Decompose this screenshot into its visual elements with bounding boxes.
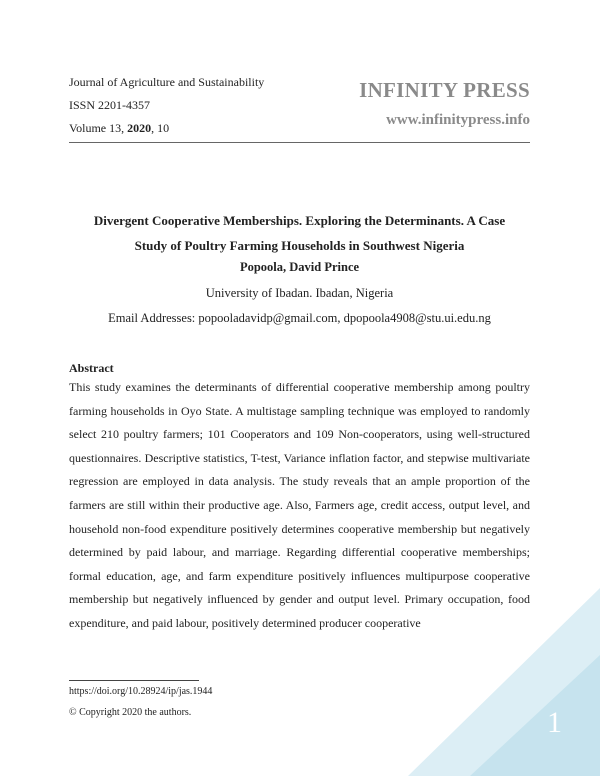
abstract-text: This study examines the determinants of differential cooperative membership among poultry farming households in Oyo State. A multistage sampling technique was employed to randomly select 210 poultry farmers; 101 Cooperators and 109 Non-cooperators, using well-structured questionnaires. Descriptive statistics, T-test, Variance inflation factor, and stepwise multivariate regression are employed in data analysis. The study reveals that an ample proportion of the farmers are still within their productive age. Also, Farmers age, credit access, output level, and household non-food expenditure positively determines cooperative membership but negatively determined by paid labour, and marriage. Regarding differential cooperative memberships; formal education, age, and farm expenditure positively influences multipurpose cooperative membership but negatively influenced by gender and output level. Primary occupation, food expenditure, and paid labour, positively determined producer cooperative bbox=[69, 380, 530, 630]
author-name: Popoola, David Prince bbox=[239, 260, 360, 274]
abstract-heading: Abstract bbox=[69, 361, 114, 375]
journal-name: Journal of Agriculture and Sustainability bbox=[69, 75, 265, 89]
title-line-1: Divergent Cooperative Memberships. Exploring the Determinants. A Case bbox=[93, 213, 506, 228]
author-emails: Email Addresses: popooladavidp@gmail.com, dpopoola4908@stu.ui.edu.ng bbox=[108, 311, 491, 325]
volume-suffix: , 10 bbox=[151, 121, 170, 135]
volume-prefix: Volume 13, bbox=[69, 121, 128, 135]
issn: ISSN 2201-4357 bbox=[69, 98, 151, 112]
doi-link[interactable]: https://doi.org/10.28924/ip/jas.1944 bbox=[69, 686, 213, 697]
author-affiliation: University of Ibadan. Ibadan, Nigeria bbox=[205, 286, 394, 300]
copyright-notice: © Copyright 2020 the authors. bbox=[69, 707, 192, 718]
volume-year: 2020 bbox=[127, 121, 152, 135]
page-number: 1 bbox=[547, 706, 562, 739]
publisher-name: INFINITY PRESS bbox=[359, 78, 530, 102]
publisher-url[interactable]: www.infinitypress.info bbox=[386, 112, 530, 128]
title-line-2: Study of Poultry Farming Households in Southwest Nigeria bbox=[134, 238, 465, 253]
